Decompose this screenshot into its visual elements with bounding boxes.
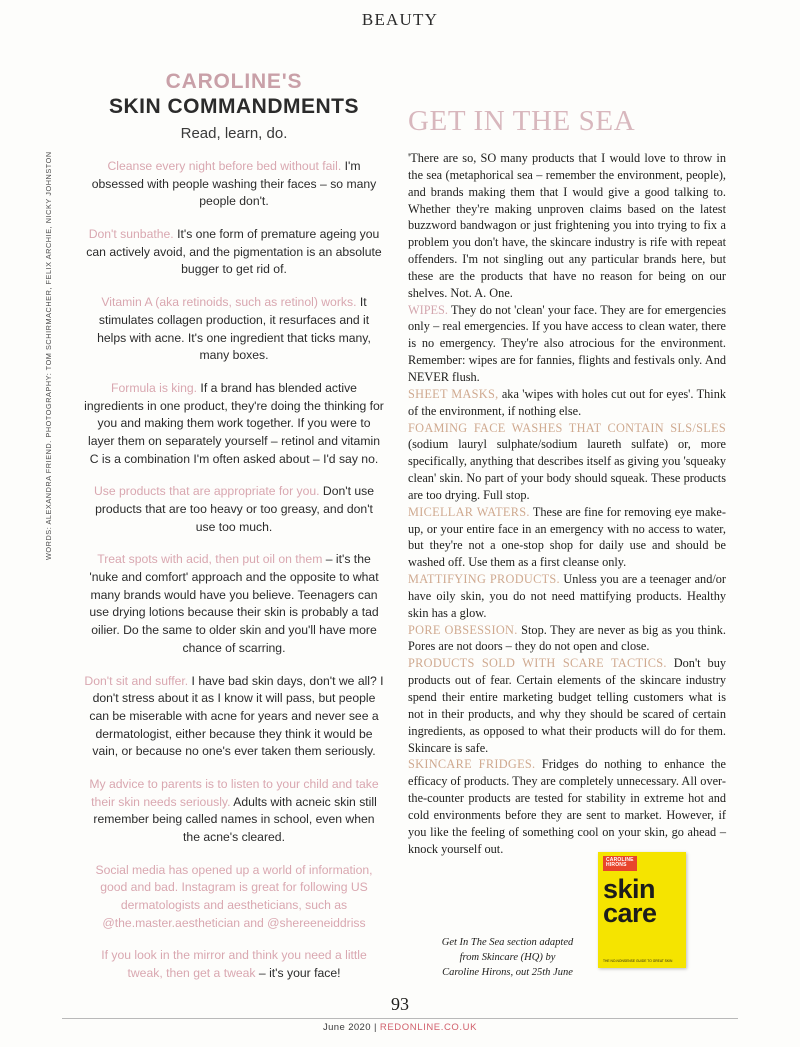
- commandment-rest: It's one form of premature ageing you can actively avoid, and the pigmentation is an absolute bugger to get rid of.: [86, 227, 382, 277]
- commandment-item: [84, 226, 384, 279]
- commandment-rest: I have bad skin days, don't we all? I don't stress about it as I know it will pass, but people can be miserable with acne for years and never see a dermatologist, either because they think it would be vain, or because no one's ever taken them seriously.: [89, 673, 384, 759]
- commandment-item: [84, 158, 384, 211]
- commandment-lead: Use products that are appropriate for you.: [93, 484, 320, 499]
- sea-entry: [408, 420, 726, 504]
- book-title-line2: care: [603, 897, 657, 928]
- commandment-item: [84, 947, 384, 982]
- entry-kicker: SHEET MASKS,: [408, 386, 499, 401]
- entry-text: (sodium lauryl sulphate/sodium laureth sulfate) or, more specifically, anything that describes itself as giving you 'squeaky clean' skin. No part of your body should squeak. These products are too drying. Full stop.: [408, 437, 726, 502]
- sea-entry: [408, 504, 726, 571]
- commandment-rest: It stimulates collagen production, it resurfaces and it helps with acne. It's one ingredient that ticks many, many boxes.: [97, 295, 371, 363]
- sea-entry: [408, 655, 726, 756]
- commandment-lead: My advice to parents is to listen to your child and take their skin needs seriously.: [89, 776, 379, 809]
- sea-entry: [408, 571, 726, 622]
- entry-kicker: WIPES.: [408, 302, 448, 317]
- entry-kicker: SKINCARE FRIDGES.: [408, 757, 536, 772]
- footer-credit: [0, 1022, 800, 1033]
- sea-entry: [408, 302, 726, 386]
- entry-kicker: PRODUCTS SOLD WITH SCARE TACTICS.: [408, 656, 667, 671]
- page-title: BEAUTY: [361, 10, 439, 29]
- commandment-lead: Don't sunbathe.: [88, 227, 174, 242]
- commandment-rest: If a brand has blended active ingredients in one product, they're doing the thinking for you and making them work together. If you were to layer them on separately yourself – retinol and vitamin C is a combination I'm often asked about – I'd say no.: [84, 380, 384, 466]
- commandment-item: [84, 551, 384, 657]
- book-subtitle: THE NO-NONSENSE GUIDE TO GREAT SKIN: [603, 958, 673, 963]
- intro-paragraph: 'There are so, SO many products that I would love to throw in the sea (metaphorical sea – remember the environment, people), and brands making them that I would give a good talking to. Whether they're making unproven claims based on the latest buzzword bandwagon or just frightening you into trying to fix a problem you don't have, the skincare industry is rife with repeat offenders. I'm not singling out any particular brands here, but these are the products that have no reason for being on our shelves. Not. A. One.: [408, 151, 726, 300]
- entry-kicker: MATTIFYING PRODUCTS.: [408, 572, 560, 587]
- entry-text: Don't buy products out of fear. Certain elements of the skincare industry spend their entire marketing budget telling customers what is not in their products, and why they should be scared of certain ingredients, as opposed to what their products will do for them. Skincare is safe.: [408, 656, 726, 755]
- commandment-lead: Social media has opened up a world of information, good and bad. Instagram is great for following US dermatologists and aestheticians, such as @the.master.aesthetician and @shereeneiddriss: [95, 862, 373, 930]
- caption-line1: Get In The Sea section adapted: [441, 937, 574, 948]
- caption-line2: from Skincare (HQ) by: [459, 951, 556, 963]
- entry-text: They do not 'clean' your face. They are for emergencies only – real emergencies. If you have access to clean water, there is no emergency. They're also atrocious for the environment. Remember: wipes are for fannies, flights and festivals only. And NEVER flush.: [408, 302, 726, 384]
- page-number: 93: [391, 994, 409, 1014]
- sea-entry: [408, 622, 726, 656]
- caption-line3: Caroline Hirons, out 25th June: [442, 966, 573, 978]
- book-author-badge: [603, 856, 637, 871]
- commandment-lead: If you look in the mirror and think you need a little tweak, then get a tweak: [101, 948, 367, 981]
- entry-text: These are fine for removing eye make-up, or your entire face in an emergency with no access to water, but they're not a one-stop shop for daily use and should be washed off. Use them as a first cleanse only.: [408, 504, 726, 570]
- entry-text: aka 'wipes with holes cut out for eyes'. Think of the environment, if nothing else.: [408, 386, 727, 418]
- entry-kicker: PORE OBSESSION.: [408, 622, 518, 637]
- entry-text: Fridges do nothing to enhance the efficacy of products. They are completely unnecessary. All over-the-counter products are tested for stability in extreme hot and cold environments before they are sent to market. However, if you like the feeling of something cool on your skin, go ahead – knock yourself out.: [408, 757, 726, 856]
- commandment-item: [84, 776, 384, 847]
- book-cover-image: [598, 852, 686, 968]
- commandment-rest: Don't use products that are too heavy or too greasy, and don't use too much.: [95, 484, 375, 534]
- commandment-lead: Treat spots with acid, then put oil on them: [97, 552, 323, 567]
- commandments-title-line1: CAROLINE'S: [165, 70, 303, 93]
- entry-kicker: MICELLAR WATERS.: [408, 504, 530, 519]
- commandment-lead: Don't sit and suffer.: [84, 673, 189, 688]
- commandment-rest: – it's the 'nuke and comfort' approach and the opposite to what many brands would have you believe. Teenagers can use drying lotions because their skin is probably a tad oilier. Do the same to older skin and you'll have more chance of scarring.: [89, 552, 379, 655]
- commandment-item: [84, 380, 384, 468]
- sea-entry: [408, 756, 726, 857]
- entry-text: Unless you are a teenager and/or have oily skin, you do not need mattifying products. Healthy skin has a glow.: [408, 572, 727, 620]
- badge-line2: HIRONS: [606, 862, 627, 869]
- sea-entry: [408, 386, 726, 420]
- commandment-lead: Cleanse every night before bed without fail.: [107, 159, 342, 173]
- get-in-the-sea-body: [408, 150, 726, 857]
- get-in-the-sea-title: GET IN THE SEA: [408, 105, 636, 137]
- footer-website[interactable]: REDONLINE.CO.UK: [379, 1022, 478, 1033]
- commandment-lead: Formula is king.: [111, 380, 198, 395]
- commandment-item: [84, 294, 384, 365]
- get-in-the-sea-column: [408, 105, 726, 857]
- commandment-rest: I'm obsessed with people washing their faces – so many people don't.: [91, 159, 377, 209]
- commandment-lead: Vitamin A (aka retinoids, such as retinol) works.: [101, 295, 357, 310]
- photo-credits: WORDS: ALEXANDRA FRIEND. PHOTOGRAPHY: TOM SCHIRMACHER, FELIX ARCHIE, NICKY JOHNSTON: [44, 151, 53, 560]
- commandment-item: [84, 483, 384, 536]
- commandment-rest: Adults with acneic skin still remember being called names in school, even when the acne's cleared.: [93, 794, 377, 844]
- book-title: [603, 874, 657, 928]
- commandment-item: [84, 673, 384, 761]
- badge-line1: CAROLINE: [606, 857, 634, 863]
- entry-text: Stop. They are never as big as you think. Pores are not doors – they do not open and close.: [408, 622, 726, 654]
- skin-commandments-column: [84, 70, 384, 998]
- commandments-subtitle: Read, learn, do.: [180, 125, 288, 142]
- book-title-line1: skin: [603, 874, 656, 904]
- entry-kicker: FOAMING FACE WASHES THAT CONTAIN SLS/SLES: [408, 420, 726, 435]
- commandment-item: [84, 862, 384, 933]
- footer-divider: [62, 1018, 738, 1019]
- footer-issue: June 2020 |: [322, 1022, 377, 1033]
- commandments-title-line2: SKIN COMMANDMENTS: [109, 95, 359, 118]
- commandment-rest: – it's your face!: [255, 966, 341, 981]
- image-caption: [425, 936, 590, 981]
